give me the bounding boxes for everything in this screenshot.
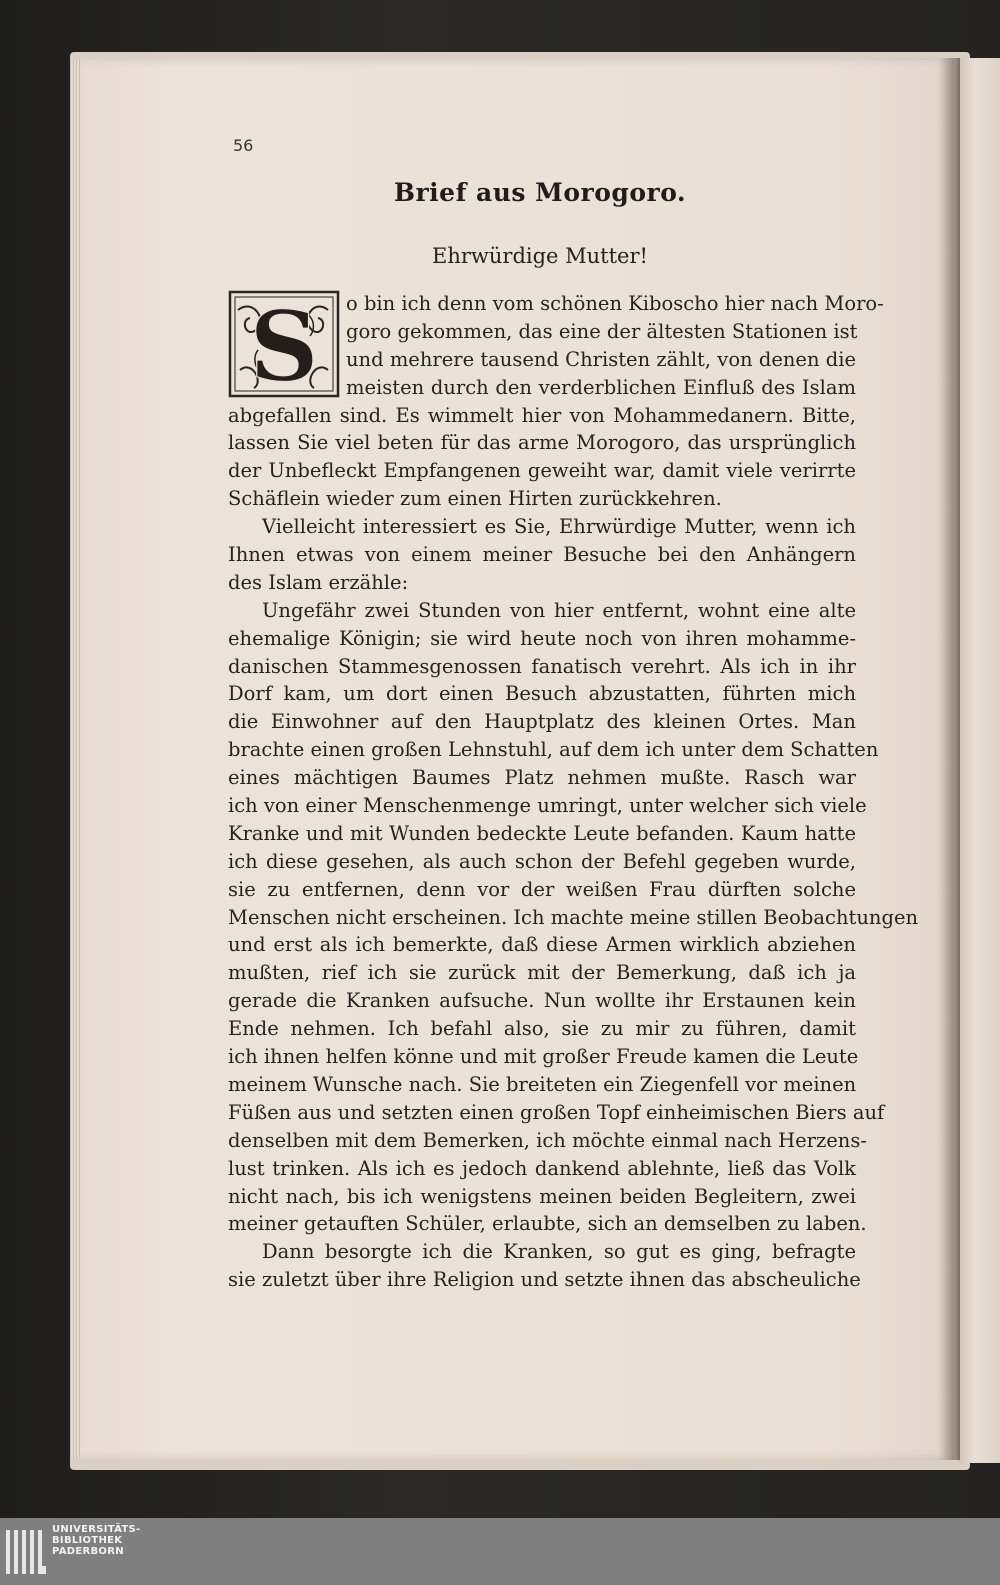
text-line: lassen Sie viel beten für das arme Morogoro, das ursprünglich [228, 431, 856, 455]
text-line: mußten, rief ich sie zurück mit der Bemerkung, daß ich ja [228, 961, 856, 985]
text-line: meisten durch den verderblichen Einfluß des Islam [346, 375, 856, 399]
text-line: die Einwohner auf den Hauptplatz des kleinen Ortes. Man [228, 710, 856, 734]
book-gutter [938, 58, 960, 1460]
text-line: ich ihnen helfen könne und mit großer Freude kamen die Leute [228, 1045, 859, 1069]
text-line: ich von einer Menschenmenge umringt, unter welcher sich viele [228, 794, 867, 818]
text-line: Ihnen etwas von einem meiner Besuche bei den Anhängern [228, 543, 856, 567]
text-line: ehemalige Königin; sie wird heute noch von ihren mohamme- [228, 626, 856, 650]
library-footer-bar [0, 1518, 1000, 1585]
text-line: Vielleicht interessiert es Sie, Ehrwürdige Mutter, wenn ich [262, 515, 856, 539]
svg-text:S: S [249, 290, 319, 398]
text-line: meinem Wunsche nach. Sie breiteten ein Ziegenfell vor meinen [228, 1072, 857, 1096]
text-line: o bin ich denn vom schönen Kiboscho hier nach Moro- [346, 292, 884, 315]
text-line: meiner getauften Schüler, erlaubte, sich an demselben zu laben. [228, 1212, 867, 1236]
text-line: Ende nehmen. Ich befahl also, sie zu mir zu führen, damit [228, 1017, 856, 1041]
page-edges [70, 60, 80, 1458]
text-line: Dann besorgte ich die Kranken, so gut es ging, befragte [262, 1240, 856, 1264]
text-line: nicht nach, bis ich wenigstens meinen beiden Begleitern, zwei [228, 1184, 856, 1208]
text-line: Kranke und mit Wunden bedeckte Leute befanden. Kaum hatte [228, 821, 856, 845]
facing-page-edge [958, 58, 1000, 1463]
page-title: Brief aus Morogoro. [393, 178, 687, 207]
text-line: Menschen nicht erscheinen. Ich machte meine stillen Beobachtungen [228, 905, 919, 929]
text-line: lust trinken. Als ich es jedoch dankend ablehnte, ließ das Volk [228, 1156, 856, 1180]
library-logo-icon [4, 1526, 48, 1578]
text-line: eines mächtigen Baumes Platz nehmen mußte. Rasch war [228, 766, 856, 790]
library-name [52, 1524, 141, 1557]
text-line: ich diese gesehen, als auch schon der Befehl gegeben wurde, [228, 849, 856, 873]
text-line: danischen Stammesgenossen fanatisch verehrt. Als ich in ihr [228, 654, 856, 678]
decorative-initial-s-icon [228, 290, 340, 398]
page-number: 56 [233, 136, 254, 155]
library-name-line2: BIBLIOTHEK [52, 1535, 123, 1546]
text-line: abgefallen sind. Es wimmelt hier von Mohammedanern. Bitte, [228, 403, 856, 427]
text-line: brachte einen großen Lehnstuhl, auf dem ich unter dem Schatten [228, 738, 879, 762]
text-line: sie zuletzt über ihre Religion und setzte ihnen das abscheuliche [228, 1268, 861, 1292]
body-text [228, 290, 919, 1294]
text-line: gerade die Kranken aufsuche. Nun wollte ihr Erstaunen kein [228, 989, 856, 1013]
text-line: Dorf kam, um dort einen Besuch abzustatten, führten mich [228, 682, 856, 706]
text-line: und mehrere tausend Christen zählt, von denen die [346, 347, 856, 371]
library-name-line1: UNIVERSITÄTS- [52, 1524, 141, 1535]
library-name-line3: PADERBORN [52, 1546, 124, 1557]
text-line: Schäflein wieder zum einen Hirten zurückkehren. [228, 487, 722, 511]
salutation: Ehrwürdige Mutter! [432, 244, 648, 268]
text-line: denselben mit dem Bemerken, ich möchte einmal nach Herzens- [228, 1128, 867, 1152]
text-line: und erst als ich bemerkte, daß diese Armen wirklich abziehen [228, 933, 856, 957]
text-line: der Unbefleckt Empfangenen geweiht war, damit viele verirrte [228, 459, 856, 483]
text-line: sie zu entfernen, denn vor der weißen Frau dürften solche [228, 877, 856, 901]
text-line: des Islam erzähle: [228, 570, 409, 594]
text-line: Ungefähr zwei Stunden von hier entfernt, wohnt eine alte [262, 598, 856, 622]
text-line: goro gekommen, das eine der ältesten Stationen ist [346, 319, 858, 343]
text-line: Füßen aus und setzten einen großen Topf einheimischen Biers auf [228, 1100, 885, 1124]
text-lines [228, 290, 919, 1294]
